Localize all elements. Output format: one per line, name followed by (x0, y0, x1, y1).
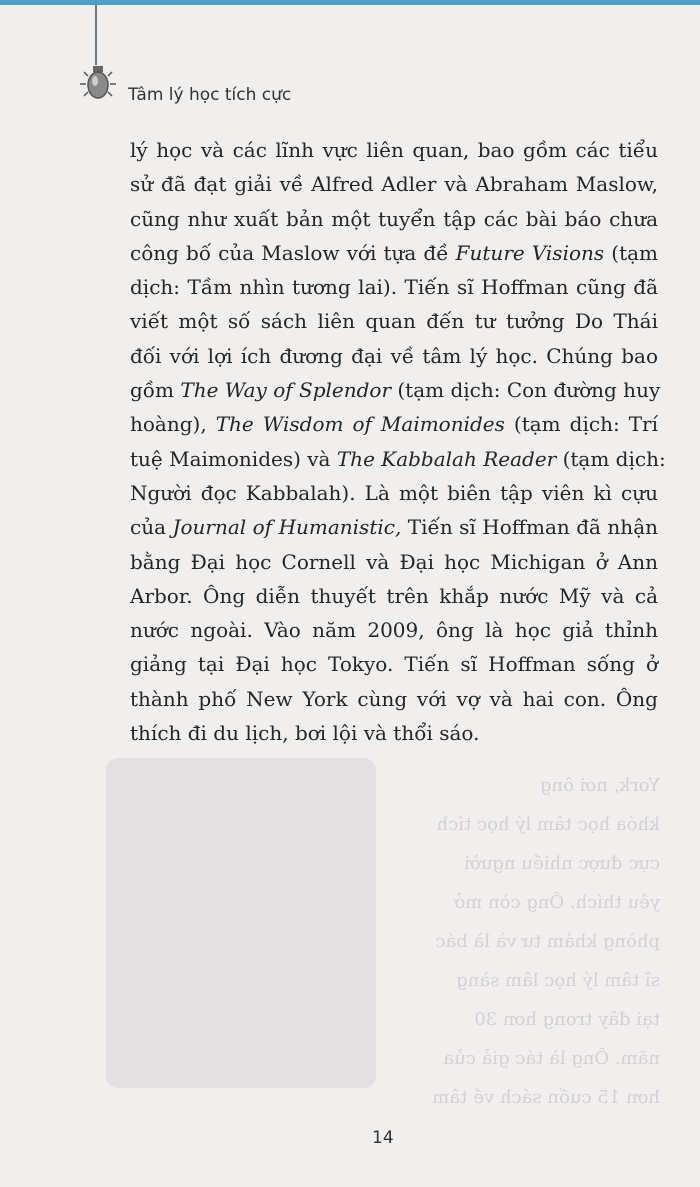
show-through-photo (106, 758, 376, 1088)
text-span: gồm (130, 378, 181, 403)
text-span: (tạm (604, 240, 658, 265)
text-line: giảng tại Đại học Tokyo. Tiến sĩ Hoffman sống ở (130, 652, 658, 677)
italic-title: The Way of Splendor (180, 378, 392, 403)
italic-title: The Wisdom of Maimonides (215, 412, 505, 437)
italic-title: Future Visions (455, 240, 605, 265)
text-line: Người đọc Kabbalah). Là một biên tập viên kì cựu (130, 480, 658, 505)
text-span: tuệ Maimonides) và (130, 446, 337, 471)
show-through-line: năm. Ông là tác giả của (443, 1048, 660, 1069)
text-line: bằng Đại học Cornell và Đại học Michigan ở Ann (130, 549, 658, 574)
show-through-line: yêu thích. Ông còn mở (454, 892, 660, 913)
italic-title: The Kabbalah Reader (336, 446, 557, 471)
show-through-text (400, 766, 660, 1117)
text-line (130, 373, 661, 407)
text-line: nước ngoài. Vào năm 2009, ông là học giả thỉnh (130, 618, 658, 643)
show-through-line: phòng khám tư và là bác (435, 931, 660, 952)
top-edge-line (0, 0, 700, 5)
show-through-line: khóa học tâm lý học tích (436, 814, 660, 835)
text-span: của (130, 515, 173, 540)
text-line (130, 442, 666, 476)
show-through-line: cực được nhiều người (464, 853, 660, 874)
text-span: hoàng), (130, 412, 216, 437)
body-paragraph (130, 133, 666, 750)
show-through-line: hơn 15 cuốn sách về tâm (432, 1087, 660, 1108)
italic-title: Journal of Humanistic, (172, 515, 402, 540)
text-span: (tạm dịch: (556, 446, 666, 471)
text-line: Arbor. Ông diễn thuyết trên khắp nước Mỹ và cả (130, 583, 658, 608)
text-line (130, 510, 658, 544)
lightbulb-icon (78, 62, 118, 110)
text-line (130, 236, 658, 270)
text-line: cũng như xuất bản một tuyển tập các bài báo chưa (130, 206, 658, 231)
header-title: Tâm lý học tích cực (128, 85, 292, 105)
text-line: thành phố New York cùng với vợ và hai con. Ông (130, 686, 658, 711)
text-line: dịch: Tầm nhìn tương lai). Tiến sĩ Hoffman cũng đã (130, 275, 658, 300)
text-line: đối với lợi ích đương đại về tâm lý học. Chúng bao (130, 343, 658, 368)
text-line: sử đã đạt giải về Alfred Adler và Abraham Maslow, (130, 172, 658, 197)
show-through-line: tại đây trong hơn 30 (474, 1009, 660, 1030)
text-span: (tạm dịch: Con đường huy (391, 378, 661, 403)
show-through-line: York, nơi ông (540, 775, 660, 796)
text-line: thích đi du lịch, bơi lội và thổi sáo. (130, 721, 480, 746)
text-line: viết một số sách liên quan đến tư tưởng Do Thái (130, 309, 658, 334)
show-through-line: sĩ tâm lý học lâm sàng (456, 970, 660, 991)
text-line (130, 407, 658, 441)
text-span: Tiến sĩ Hoffman đã nhận (401, 515, 658, 540)
page-number: 14 (372, 1128, 394, 1148)
lightbulb-wire (95, 5, 97, 65)
text-line: lý học và các lĩnh vực liên quan, bao gồm các tiểu (130, 138, 658, 162)
text-span: công bố của Maslow với tựa đề (130, 240, 456, 265)
text-span: (tạm dịch: Trí (504, 412, 658, 437)
